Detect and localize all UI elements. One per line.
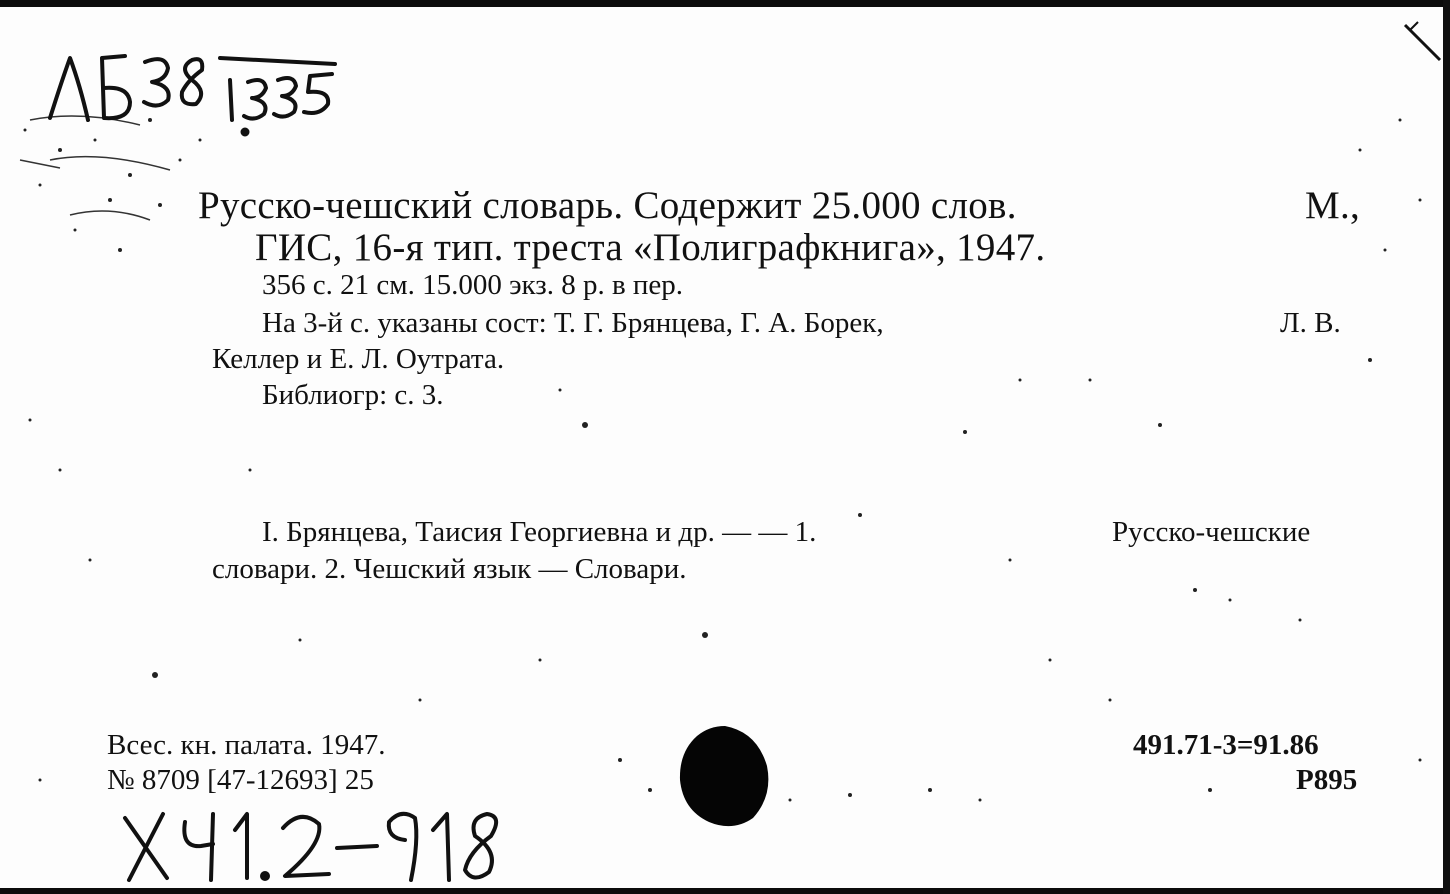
punch-hole	[675, 722, 775, 832]
main-entry-line1: Русско-чешский словарь. Содержит 25.000 слов.	[198, 184, 1017, 227]
tracings-line2: словари. 2. Чешский язык — Словари.	[212, 553, 687, 585]
main-entry-place: М.,	[1305, 184, 1361, 227]
udc-classification: 491.71-3=91.86	[1133, 729, 1319, 761]
handwritten-inventory-number	[115, 800, 535, 890]
handwritten-shelfmark	[40, 40, 350, 140]
compilers-note-line1: На 3-й с. указаны сост: Т. Г. Брянцева, Г. А. Борек,	[262, 307, 884, 339]
compilers-note-line2: Келлер и Е. Л. Оутрата.	[212, 343, 505, 375]
main-entry-line2: ГИС, 16-я тип. треста «Полиграфкнига», 1947.	[255, 226, 1046, 269]
physical-description: 356 с. 21 см. 15.000 экз. 8 р. в пер.	[262, 269, 684, 301]
tracings-line1-end: Русско-чешские	[1112, 516, 1311, 548]
publisher-info-line1: Всес. кн. палата. 1947.	[107, 729, 386, 761]
tracings-line1: I. Брянцева, Таисия Георгиевна и др. — — 1.	[262, 516, 817, 548]
author-mark: Р895	[1296, 764, 1358, 796]
bibliography-note: Библиогр: с. 3.	[262, 379, 444, 411]
publisher-info-line2: № 8709 [47-12693] 25	[107, 764, 374, 796]
compilers-note-line1-end: Л. В.	[1280, 307, 1341, 339]
